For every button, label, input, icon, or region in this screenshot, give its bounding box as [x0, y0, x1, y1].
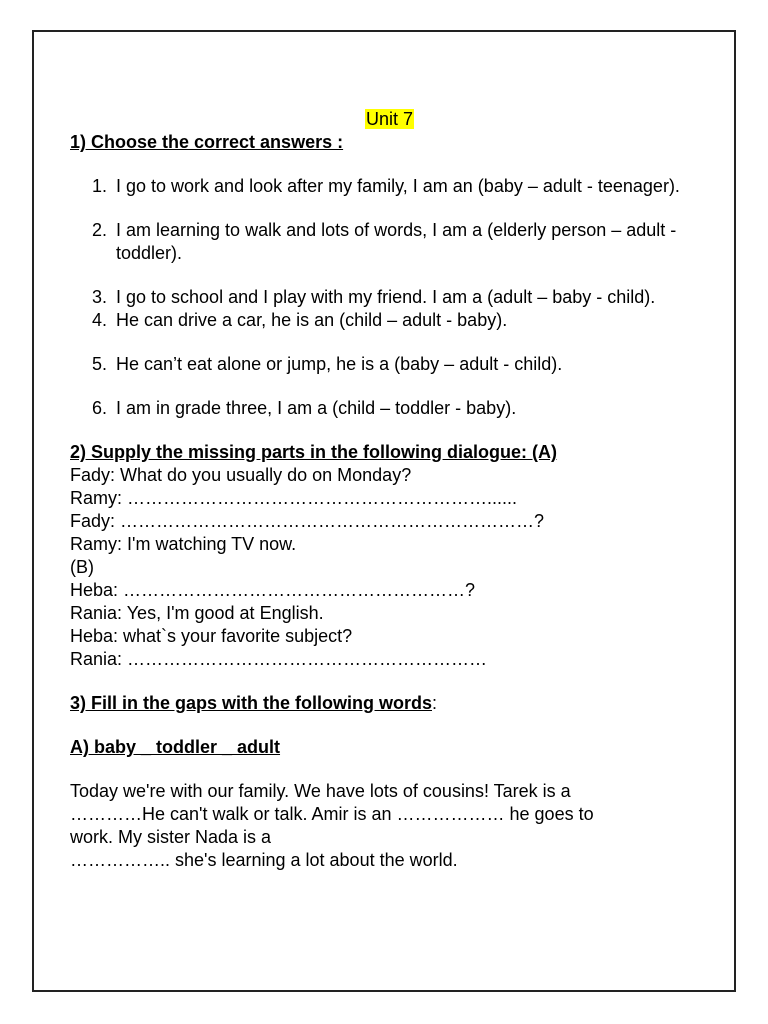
worksheet-content — [70, 108, 710, 872]
paragraph-line: Today we're with our family. We have lots of cousins! Tarek is a — [70, 781, 571, 801]
spacer — [70, 376, 710, 397]
section3-heading-row — [70, 692, 710, 715]
question-number: 4. — [92, 310, 108, 330]
spacer — [70, 154, 710, 175]
question-item — [70, 286, 710, 309]
section1-heading: 1) Choose the correct answers : — [70, 132, 344, 152]
dialogue-label-b: (B) — [70, 557, 94, 577]
question-text: I go to work and look after my family, I am an (baby – adult - teenager). — [116, 176, 680, 196]
question-text: I go to school and I play with my friend. I am a (adult – baby - child). — [116, 287, 656, 307]
spacer — [70, 759, 710, 780]
question-number: 3. — [92, 287, 108, 307]
spacer — [70, 671, 710, 692]
spacer — [70, 420, 710, 441]
dialogue-line: Heba: …………………………………………………? — [70, 580, 476, 600]
question-item — [70, 219, 710, 265]
section3-heading-colon: : — [432, 693, 438, 713]
question-item — [70, 353, 710, 376]
question-number: 2. — [92, 220, 108, 240]
dialogue-line: Ramy: I'm watching TV now. — [70, 534, 297, 554]
question-text: I am learning to walk and lots of words, I am a (elderly person – adult - toddler). — [116, 220, 677, 263]
title-row — [69, 108, 710, 131]
dialogue-line: Rania: Yes, I'm good at English. — [70, 603, 324, 623]
dialogue-line: Rania: …………………………………………………… — [70, 649, 488, 669]
unit-title: Unit 7 — [365, 109, 414, 129]
section2-heading: 2) Supply the missing parts in the following dialogue: (A) — [70, 442, 558, 462]
dialogue-line: Heba: what`s your favorite subject? — [70, 626, 353, 646]
paragraph-line: work. My sister Nada is a — [70, 827, 272, 847]
paragraph-line: …………He can't walk or talk. Amir is an ……………… he goes to — [70, 804, 594, 824]
dialogue-line: Fady: What do you usually do on Monday? — [70, 465, 412, 485]
question-text: He can’t eat alone or jump, he is a (baby – adult - child). — [116, 354, 563, 374]
question-number: 1. — [92, 176, 108, 196]
spacer — [70, 265, 710, 286]
question-item — [70, 175, 710, 198]
question-text: I am in grade three, I am a (child – toddler - baby). — [116, 398, 517, 418]
question-text: He can drive a car, he is an (child – adult - baby). — [116, 310, 508, 330]
question-number: 5. — [92, 354, 108, 374]
paragraph-line: …………….. she's learning a lot about the world. — [70, 850, 458, 870]
dialogue-line: Fady: ……………………………………………………………? — [70, 511, 545, 531]
spacer — [70, 715, 710, 736]
question-item — [70, 397, 710, 420]
question-list — [70, 175, 710, 420]
spacer — [70, 198, 710, 219]
spacer — [70, 332, 710, 353]
question-item — [70, 309, 710, 332]
dialogue-line: Ramy: ……………………………………………………...... — [70, 488, 518, 508]
section3-heading: 3) Fill in the gaps with the following words — [70, 693, 432, 713]
section3-subheading: A) baby _ toddler _ adult — [70, 737, 281, 757]
question-number: 6. — [92, 398, 108, 418]
